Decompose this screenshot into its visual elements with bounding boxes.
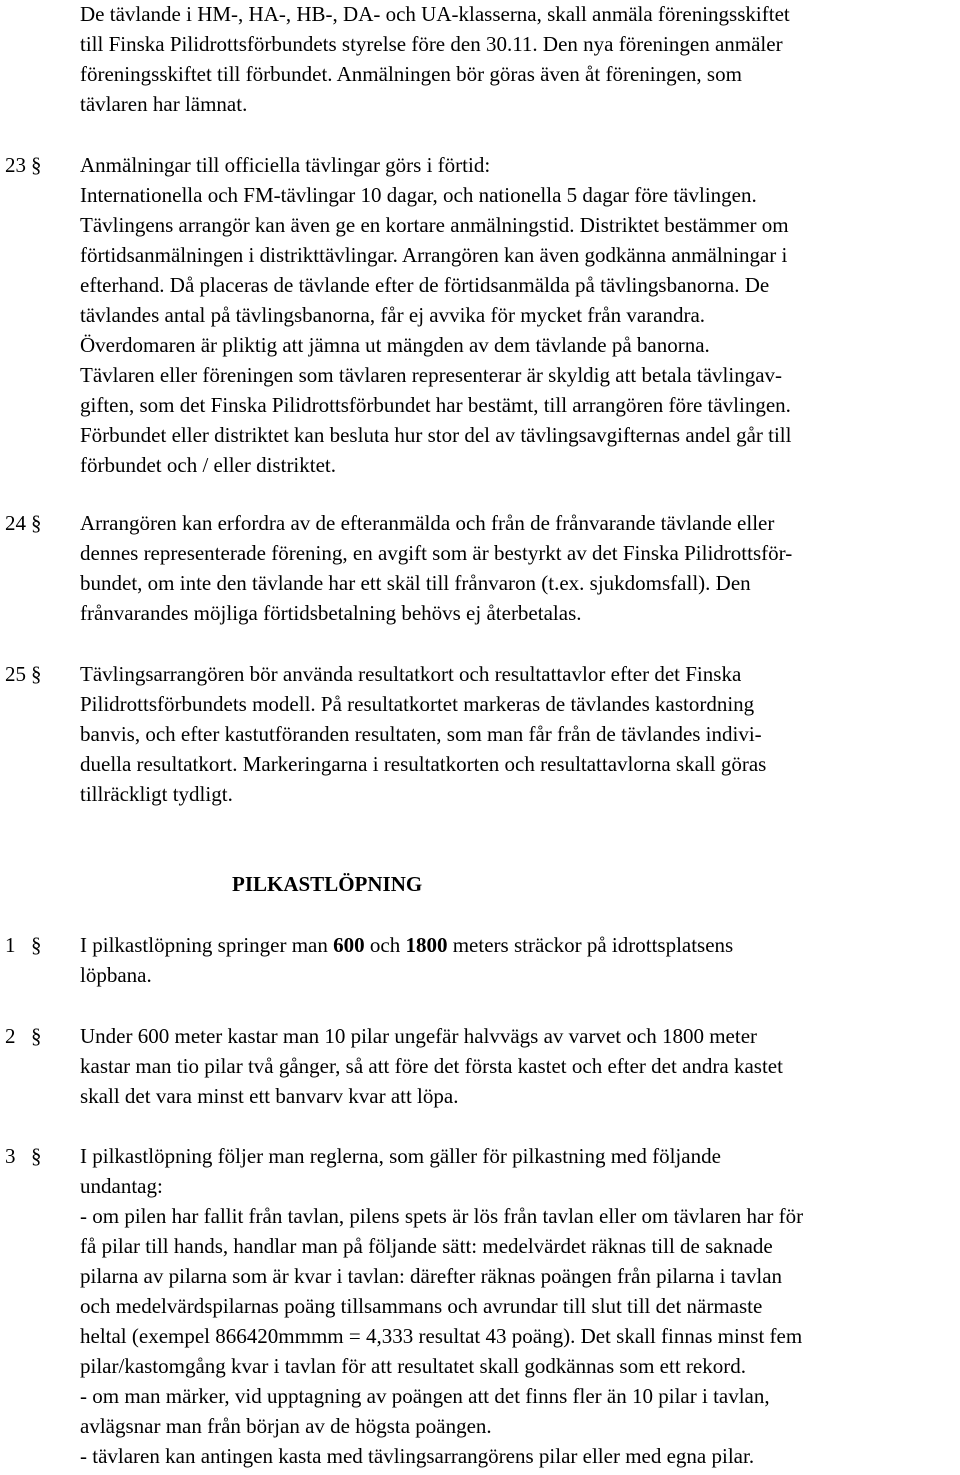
paragraph-line: Arrangören kan erfordra av de efteranmälda och från de frånvarande tävlande eller bbox=[80, 511, 775, 535]
intro-line: föreningsskiftet till förbundet. Anmälningen bör göras även åt föreningen, som bbox=[80, 62, 742, 86]
paragraph-line: Överdomaren är pliktig att jämna ut mängden av dem tävlande på banorna. bbox=[80, 333, 710, 357]
paragraph-line: Förbundet eller distriktet kan besluta hur stor del av tävlingsavgifternas andel går till bbox=[80, 423, 792, 447]
text-run: och bbox=[364, 933, 406, 957]
distance-600: 600 bbox=[333, 933, 365, 957]
paragraph-line: Anmälningar till officiella tävlingar görs i förtid: bbox=[80, 153, 491, 177]
paragraph-line: tävlandes antal på tävlingsbanorna, får ej avvika för mycket från varandra. bbox=[80, 303, 706, 327]
section-symbol: § bbox=[31, 511, 42, 535]
section-number: 23 bbox=[5, 153, 26, 177]
paragraph-line: undantag: bbox=[80, 1174, 163, 1198]
section-symbol: § bbox=[31, 933, 42, 957]
paragraph-line: kastar man tio pilar två gånger, så att före det första kastet och efter det andra kastet bbox=[80, 1054, 783, 1078]
section-number: 2 bbox=[5, 1024, 16, 1048]
paragraph-line: duella resultatkort. Markeringarna i resultatkorten och resultattavlorna skall göras bbox=[80, 752, 767, 776]
paragraph-line: giften, som det Finska Pilidrottsförbundet har bestämt, till arrangören före tävlingen. bbox=[80, 393, 791, 417]
paragraph-line: löpbana. bbox=[80, 963, 152, 987]
paragraph-line: avlägsnar man från början av de högsta poängen. bbox=[80, 1414, 492, 1438]
paragraph-line: efterhand. Då placeras de tävlande efter de förtidsanmälda på tävlingsbanorna. De bbox=[80, 273, 770, 297]
paragraph-line: I pilkastlöpning följer man reglerna, som gäller för pilkastning med följande bbox=[80, 1144, 721, 1168]
section-number: 1 bbox=[5, 933, 16, 957]
paragraph-line: - om man märker, vid upptagning av poängen att det finns fler än 10 pilar i tavlan, bbox=[80, 1384, 770, 1408]
intro-line: till Finska Pilidrottsförbundets styrelse före den 30.11. Den nya föreningen anmäler bbox=[80, 32, 783, 56]
section-symbol: § bbox=[31, 1024, 42, 1048]
paragraph-line: förbundet och / eller distriktet. bbox=[80, 453, 337, 477]
paragraph-line: skall det vara minst ett banvarv kvar att löpa. bbox=[80, 1084, 459, 1108]
section-number: 3 bbox=[5, 1144, 16, 1168]
text-run: meters sträckor på idrottsplatsens bbox=[447, 933, 734, 957]
text-run: I pilkastlöpning springer man bbox=[80, 933, 334, 957]
paragraph-line: - tävlaren kan antingen kasta med tävlingsarrangörens pilar eller med egna pilar. bbox=[80, 1444, 755, 1468]
paragraph-line: Pilidrottsförbundets modell. På resultatkortet markeras de tävlandes kastordning bbox=[80, 692, 755, 716]
paragraph-line: bundet, om inte den tävlande har ett skäl till frånvaron (t.ex. sjukdomsfall). Den bbox=[80, 571, 751, 595]
paragraph-line: Under 600 meter kastar man 10 pilar ungefär halvvägs av varvet och 1800 meter bbox=[80, 1024, 758, 1048]
section-number: 25 bbox=[5, 662, 26, 686]
paragraph-line: - om pilen har fallit från tavlan, pilens spets är lös från tavlan eller om tävlaren har för bbox=[80, 1204, 804, 1228]
paragraph-line bbox=[80, 930, 733, 960]
paragraph-line: och medelvärdspilarnas poäng tillsammans och avrundar till slut till det närmaste bbox=[80, 1294, 763, 1318]
paragraph-line: Tävlingsarrangören bör använda resultatkort och resultattavlor efter det Finska bbox=[80, 662, 742, 686]
paragraph-line: Tävlaren eller föreningen som tävlaren representerar är skyldig att betala tävlingav- bbox=[80, 363, 783, 387]
paragraph-line: banvis, och efter kastutföranden resultaten, som man får från de tävlandes indivi- bbox=[80, 722, 762, 746]
paragraph-line: pilar/kastomgång kvar i tavlan för att resultatet skall godkännas som ett rekord. bbox=[80, 1354, 746, 1378]
intro-line: tävlaren har lämnat. bbox=[80, 92, 248, 116]
section-number: 24 bbox=[5, 511, 26, 535]
paragraph-line: Internationella och FM-tävlingar 10 dagar, och nationella 5 dagar före tävlingen. bbox=[80, 183, 757, 207]
paragraph-line: dennes representerade förening, en avgift som är bestyrkt av det Finska Pilidrottsför- bbox=[80, 541, 793, 565]
paragraph-line: pilarna av pilarna som är kvar i tavlan: därefter räknas poängen från pilarna i tavlan bbox=[80, 1264, 783, 1288]
paragraph-line: få pilar till hands, handlar man på följande sätt: medelvärdet räknas till de saknade bbox=[80, 1234, 773, 1258]
section-symbol: § bbox=[31, 153, 42, 177]
paragraph-line: heltal (exempel 866420mmmm = 4,333 resultat 43 poäng). Det skall finnas minst fem bbox=[80, 1324, 803, 1348]
distance-1800: 1800 bbox=[405, 933, 448, 957]
paragraph-line: frånvarandes möjliga förtidsbetalning behövs ej återbetalas. bbox=[80, 601, 582, 625]
intro-line: De tävlande i HM-, HA-, HB-, DA- och UA-klasserna, skall anmäla föreningsskiftet bbox=[80, 2, 790, 26]
paragraph-line: tillräckligt tydligt. bbox=[80, 782, 233, 806]
paragraph-line: Tävlingens arrangör kan även ge en kortare anmälningstid. Distriktet bestämmer om bbox=[80, 213, 789, 237]
paragraph-line: förtidsanmälningen i distrikttävlingar. Arrangören kan även godkänna anmälningar i bbox=[80, 243, 788, 267]
section-heading: PILKASTLÖPNING bbox=[232, 872, 423, 896]
section-symbol: § bbox=[31, 662, 42, 686]
section-symbol: § bbox=[31, 1144, 42, 1168]
